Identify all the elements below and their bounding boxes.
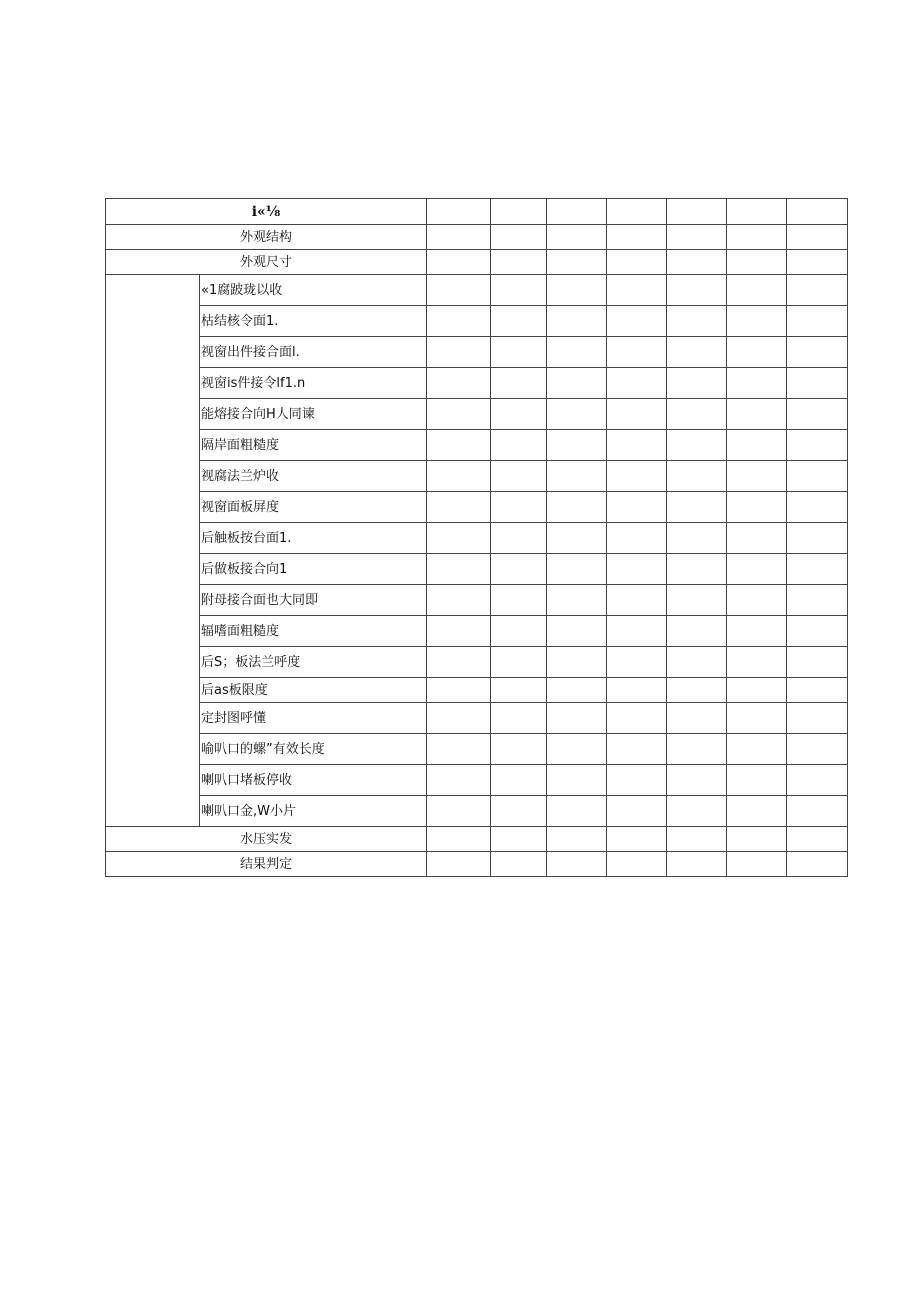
value-cell xyxy=(607,734,667,765)
value-cell xyxy=(491,734,547,765)
value-cell xyxy=(547,703,607,734)
value-cell xyxy=(787,199,848,225)
sub-item-row xyxy=(106,399,848,430)
value-cell xyxy=(667,492,727,523)
value-cell xyxy=(491,225,547,250)
sub-item-row xyxy=(106,368,848,399)
value-cell xyxy=(787,461,848,492)
value-cell xyxy=(727,703,787,734)
value-cell xyxy=(427,492,491,523)
value-cell xyxy=(667,306,727,337)
value-cell xyxy=(427,461,491,492)
value-cell xyxy=(491,368,547,399)
value-cell xyxy=(727,225,787,250)
sub-item-row xyxy=(106,461,848,492)
value-cell xyxy=(727,796,787,827)
sub-item-label: 喇叭口金,W小片 xyxy=(200,796,427,827)
value-cell xyxy=(727,306,787,337)
sub-item-row xyxy=(106,703,848,734)
value-cell xyxy=(547,199,607,225)
value-cell xyxy=(787,430,848,461)
value-cell xyxy=(667,554,727,585)
value-cell xyxy=(491,250,547,275)
value-cell xyxy=(727,337,787,368)
sub-item-row xyxy=(106,306,848,337)
sub-item-row xyxy=(106,554,848,585)
value-cell xyxy=(491,703,547,734)
top-row xyxy=(106,250,848,275)
value-cell xyxy=(607,647,667,678)
value-cell xyxy=(427,647,491,678)
value-cell xyxy=(491,616,547,647)
value-cell xyxy=(491,275,547,306)
value-cell xyxy=(547,306,607,337)
value-cell xyxy=(667,734,727,765)
value-cell xyxy=(491,461,547,492)
sub-item-label: 隔岸面粗糙度 xyxy=(200,430,427,461)
value-cell xyxy=(787,275,848,306)
value-cell xyxy=(491,523,547,554)
value-cell xyxy=(491,337,547,368)
value-cell xyxy=(547,852,607,877)
sub-item-row xyxy=(106,275,848,306)
value-cell xyxy=(607,430,667,461)
value-cell xyxy=(787,647,848,678)
sub-item-row xyxy=(106,430,848,461)
value-cell xyxy=(667,703,727,734)
value-cell xyxy=(547,492,607,523)
value-cell xyxy=(547,616,607,647)
value-cell xyxy=(547,337,607,368)
value-cell xyxy=(547,275,607,306)
value-cell xyxy=(667,852,727,877)
value-cell xyxy=(787,250,848,275)
value-cell xyxy=(491,796,547,827)
value-cell xyxy=(607,703,667,734)
value-cell xyxy=(491,678,547,703)
value-cell xyxy=(727,734,787,765)
sub-item-label: 辐嗜面粗糙度 xyxy=(200,616,427,647)
value-cell xyxy=(607,225,667,250)
value-cell xyxy=(547,827,607,852)
sub-item-label: «1腐跛珑以收 xyxy=(200,275,427,306)
value-cell xyxy=(427,852,491,877)
value-cell xyxy=(667,647,727,678)
value-cell xyxy=(607,796,667,827)
value-cell xyxy=(667,678,727,703)
value-cell xyxy=(547,250,607,275)
value-cell xyxy=(547,523,607,554)
value-cell xyxy=(607,306,667,337)
value-cell xyxy=(727,647,787,678)
value-cell xyxy=(491,647,547,678)
value-cell xyxy=(491,827,547,852)
value-cell xyxy=(787,678,848,703)
value-cell xyxy=(787,225,848,250)
value-cell xyxy=(667,275,727,306)
top-row-label: 外观尺寸 xyxy=(106,250,427,275)
value-cell xyxy=(427,678,491,703)
bottom-row xyxy=(106,852,848,877)
top-row-label: 外观结构 xyxy=(106,225,427,250)
value-cell xyxy=(787,734,848,765)
value-cell xyxy=(427,275,491,306)
value-cell xyxy=(427,796,491,827)
value-cell xyxy=(727,492,787,523)
value-cell xyxy=(427,703,491,734)
value-cell xyxy=(787,796,848,827)
sub-item-row xyxy=(106,678,848,703)
inspection-table xyxy=(105,198,848,877)
sub-item-row xyxy=(106,585,848,616)
header-row xyxy=(106,199,848,225)
sub-item-row xyxy=(106,523,848,554)
group-cell xyxy=(106,275,200,827)
sub-item-label: 喇叭口堵板停收 xyxy=(200,765,427,796)
value-cell xyxy=(787,306,848,337)
value-cell xyxy=(427,734,491,765)
value-cell xyxy=(607,250,667,275)
value-cell xyxy=(547,368,607,399)
value-cell xyxy=(727,250,787,275)
value-cell xyxy=(787,523,848,554)
sub-item-row xyxy=(106,765,848,796)
value-cell xyxy=(491,306,547,337)
value-cell xyxy=(607,199,667,225)
value-cell xyxy=(547,678,607,703)
value-cell xyxy=(787,337,848,368)
value-cell xyxy=(427,827,491,852)
value-cell xyxy=(427,199,491,225)
value-cell xyxy=(607,616,667,647)
value-cell xyxy=(427,306,491,337)
value-cell xyxy=(427,250,491,275)
value-cell xyxy=(607,399,667,430)
sub-item-label: 视窗出件接合面l. xyxy=(200,337,427,368)
value-cell xyxy=(491,430,547,461)
value-cell xyxy=(667,585,727,616)
value-cell xyxy=(547,554,607,585)
value-cell xyxy=(787,852,848,877)
value-cell xyxy=(607,678,667,703)
value-cell xyxy=(607,461,667,492)
top-row xyxy=(106,225,848,250)
value-cell xyxy=(787,616,848,647)
header-row-label: i«⅛ xyxy=(106,199,427,225)
value-cell xyxy=(727,765,787,796)
value-cell xyxy=(427,337,491,368)
sub-item-label: 后做板接合向1 xyxy=(200,554,427,585)
value-cell xyxy=(727,585,787,616)
value-cell xyxy=(787,554,848,585)
value-cell xyxy=(667,250,727,275)
bottom-row-label: 结果判定 xyxy=(106,852,427,877)
value-cell xyxy=(727,275,787,306)
value-cell xyxy=(787,765,848,796)
sub-item-label: 后触板按台面1. xyxy=(200,523,427,554)
value-cell xyxy=(427,399,491,430)
value-cell xyxy=(427,225,491,250)
value-cell xyxy=(667,368,727,399)
value-cell xyxy=(491,199,547,225)
value-cell xyxy=(607,492,667,523)
sub-item-label: 附母接合面也大同即 xyxy=(200,585,427,616)
value-cell xyxy=(667,523,727,554)
sub-item-label: 喻叭口的螺”有效长度 xyxy=(200,734,427,765)
sub-item-label: 视窗面板屏度 xyxy=(200,492,427,523)
value-cell xyxy=(667,765,727,796)
value-cell xyxy=(727,461,787,492)
value-cell xyxy=(727,399,787,430)
value-cell xyxy=(607,523,667,554)
sub-item-label: 能熔接合向H人同谏 xyxy=(200,399,427,430)
value-cell xyxy=(667,827,727,852)
value-cell xyxy=(427,765,491,796)
value-cell xyxy=(667,337,727,368)
value-cell xyxy=(607,368,667,399)
value-cell xyxy=(787,399,848,430)
value-cell xyxy=(427,616,491,647)
sub-item-label: 后S；板法兰呼度 xyxy=(200,647,427,678)
value-cell xyxy=(787,585,848,616)
value-cell xyxy=(667,199,727,225)
value-cell xyxy=(547,734,607,765)
value-cell xyxy=(491,585,547,616)
value-cell xyxy=(727,199,787,225)
value-cell xyxy=(491,765,547,796)
value-cell xyxy=(491,492,547,523)
value-cell xyxy=(547,225,607,250)
value-cell xyxy=(607,585,667,616)
sub-item-row xyxy=(106,492,848,523)
value-cell xyxy=(727,430,787,461)
value-cell xyxy=(727,852,787,877)
value-cell xyxy=(727,523,787,554)
value-cell xyxy=(667,796,727,827)
sub-item-label: 后as板限度 xyxy=(200,678,427,703)
sub-item-label: 定封图呼懂 xyxy=(200,703,427,734)
value-cell xyxy=(547,796,607,827)
sub-item-row xyxy=(106,796,848,827)
value-cell xyxy=(727,616,787,647)
value-cell xyxy=(787,368,848,399)
value-cell xyxy=(667,616,727,647)
value-cell xyxy=(427,523,491,554)
value-cell xyxy=(547,399,607,430)
value-cell xyxy=(607,554,667,585)
value-cell xyxy=(667,225,727,250)
value-cell xyxy=(547,765,607,796)
value-cell xyxy=(787,827,848,852)
value-cell xyxy=(727,827,787,852)
value-cell xyxy=(607,765,667,796)
value-cell xyxy=(667,399,727,430)
value-cell xyxy=(491,399,547,430)
sub-item-label: 视窗is件接令lf1.n xyxy=(200,368,427,399)
sub-item-row xyxy=(106,647,848,678)
value-cell xyxy=(607,827,667,852)
sub-item-row xyxy=(106,734,848,765)
value-cell xyxy=(667,430,727,461)
value-cell xyxy=(427,554,491,585)
bottom-row xyxy=(106,827,848,852)
value-cell xyxy=(667,461,727,492)
value-cell xyxy=(727,678,787,703)
value-cell xyxy=(727,368,787,399)
value-cell xyxy=(427,368,491,399)
sub-item-row xyxy=(106,616,848,647)
value-cell xyxy=(427,430,491,461)
value-cell xyxy=(491,852,547,877)
value-cell xyxy=(547,430,607,461)
value-cell xyxy=(547,647,607,678)
value-cell xyxy=(787,492,848,523)
value-cell xyxy=(547,585,607,616)
value-cell xyxy=(787,703,848,734)
sub-item-row xyxy=(106,337,848,368)
sub-item-label: 视腐法兰炉收 xyxy=(200,461,427,492)
sub-item-label: 枯结核令面1. xyxy=(200,306,427,337)
value-cell xyxy=(547,461,607,492)
value-cell xyxy=(427,585,491,616)
value-cell xyxy=(607,275,667,306)
value-cell xyxy=(491,554,547,585)
value-cell xyxy=(607,337,667,368)
value-cell xyxy=(607,852,667,877)
bottom-row-label: 水压实发 xyxy=(106,827,427,852)
value-cell xyxy=(727,554,787,585)
